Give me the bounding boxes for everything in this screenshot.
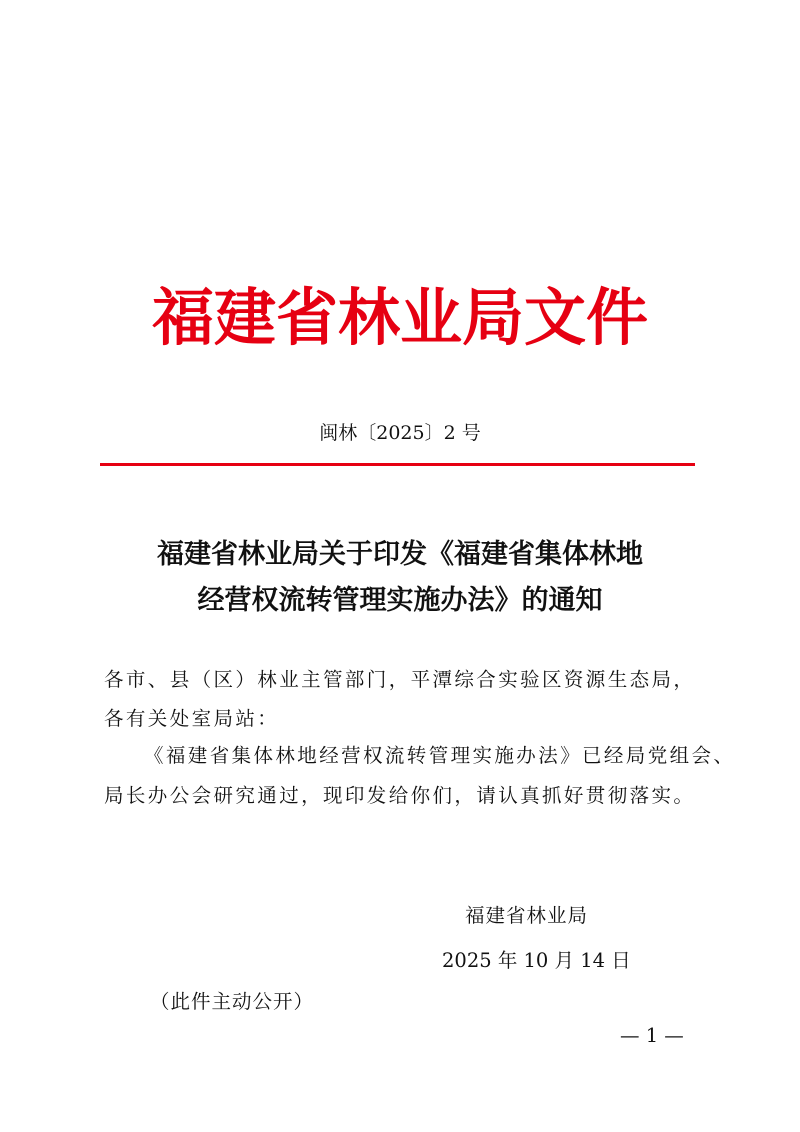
page-number: — 1 — xyxy=(620,1024,684,1047)
disclosure-note: （此件主动公开） xyxy=(150,990,315,1013)
body-paragraph-line1: 《福建省集体林地经营权流转管理实施办法》已经局党组会、 xyxy=(144,744,736,767)
red-divider xyxy=(100,463,695,466)
notice-title-line2: 经营权流转管理实施办法》的通知 xyxy=(197,585,603,616)
addressee-line1: 各市、县（区）林业主管部门，平潭综合实验区资源生态局， xyxy=(104,668,696,691)
body-paragraph-line2: 局长办公会研究通过，现印发给你们，请认真抓好贯彻落实。 xyxy=(104,784,696,807)
signature-date: 2025 年 10 月 14 日 xyxy=(442,949,631,972)
document-number: 闽林〔2025〕2 号 xyxy=(319,422,481,444)
signature-org: 福建省林业局 xyxy=(465,904,589,927)
document-header-title: 福建省林业局文件 xyxy=(151,281,648,354)
addressee-line2: 各有关处室局站： xyxy=(104,707,280,730)
notice-title-line1: 福建省林业局关于印发《福建省集体林地 xyxy=(157,539,643,570)
